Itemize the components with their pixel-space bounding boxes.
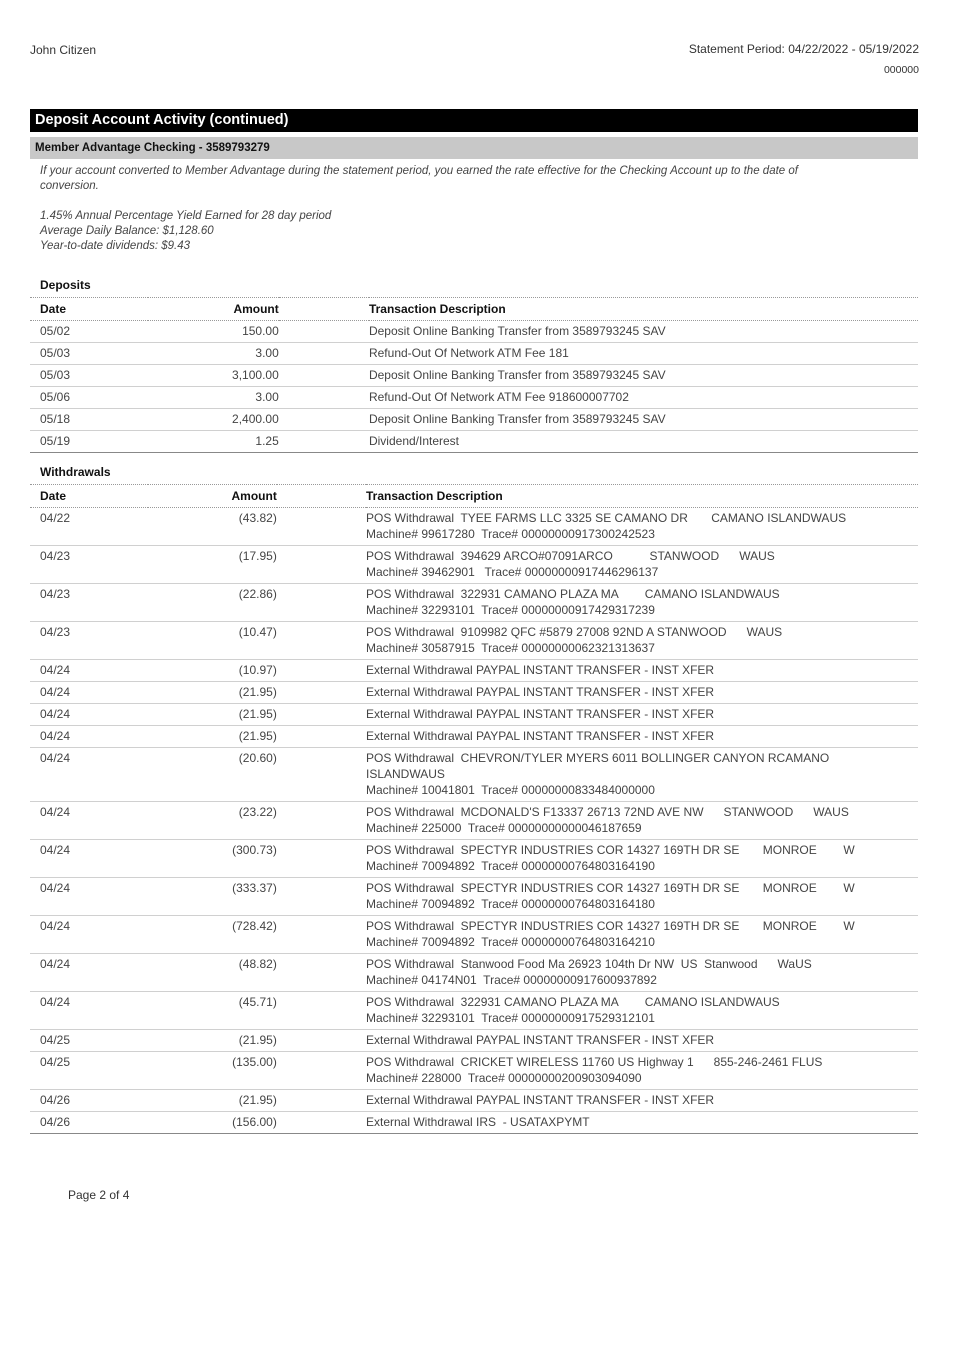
row-description bbox=[366, 992, 918, 1030]
table-row bbox=[30, 1030, 918, 1052]
row-amount: 3.00 bbox=[148, 343, 278, 365]
table-row bbox=[30, 1112, 918, 1134]
table-row bbox=[30, 1052, 918, 1090]
row-amount: (135.00) bbox=[148, 1052, 277, 1090]
row-description bbox=[366, 1112, 918, 1134]
description-line: Machine# 225000 Trace# 00000000000046187659 bbox=[365, 821, 642, 835]
row-amount: (22.86) bbox=[148, 584, 277, 622]
table-row bbox=[30, 365, 918, 387]
row-date: 04/24 bbox=[30, 916, 148, 954]
row-date: 04/23 bbox=[30, 622, 148, 660]
row-date: 05/18 bbox=[30, 409, 148, 431]
row-date: 04/24 bbox=[30, 878, 148, 916]
description-line: POS Withdrawal TYEE FARMS LLC 3325 SE CAMANO DR CAMANO ISLANDWAUS bbox=[365, 511, 847, 525]
table-row bbox=[30, 748, 918, 802]
description-line: POS Withdrawal MCDONALD'S F13337 26713 72ND AVE NW STANWOOD WAUS bbox=[365, 805, 849, 819]
row-date: 04/23 bbox=[30, 584, 148, 622]
row-description bbox=[366, 508, 918, 546]
withdrawals-table bbox=[30, 484, 918, 1134]
row-amount: (43.82) bbox=[148, 508, 277, 546]
deposits-title: Deposits bbox=[40, 278, 91, 292]
row-amount: (48.82) bbox=[148, 954, 277, 992]
row-amount: (45.71) bbox=[148, 992, 277, 1030]
description-line: POS Withdrawal 322931 CAMANO PLAZA MA CAMANO ISLANDWAUS bbox=[365, 587, 780, 601]
row-date: 04/24 bbox=[30, 704, 148, 726]
row-date: 05/06 bbox=[30, 387, 148, 409]
row-date: 04/24 bbox=[30, 802, 148, 840]
row-amount: 3,100.00 bbox=[148, 365, 278, 387]
description-line: Machine# 04174N01 Trace# 00000000917600937892 bbox=[365, 973, 657, 987]
table-row bbox=[30, 916, 918, 954]
deposits-description-header: Transaction Description bbox=[369, 298, 918, 321]
description-line: Dividend/Interest bbox=[368, 434, 460, 448]
table-row bbox=[30, 343, 918, 365]
table-row bbox=[30, 726, 918, 748]
row-amount: (300.73) bbox=[148, 840, 277, 878]
row-amount: 3.00 bbox=[148, 387, 278, 409]
row-date: 04/25 bbox=[30, 1030, 148, 1052]
withdrawals-title: Withdrawals bbox=[40, 465, 111, 479]
row-amount: (21.95) bbox=[148, 1030, 277, 1052]
table-row bbox=[30, 387, 918, 409]
row-date: 04/26 bbox=[30, 1090, 148, 1112]
description-line: External Withdrawal IRS - USATAXPYMT bbox=[365, 1115, 590, 1129]
row-description bbox=[366, 584, 918, 622]
row-description bbox=[366, 660, 918, 682]
row-amount: 150.00 bbox=[148, 321, 278, 343]
withdrawals-header-row bbox=[30, 485, 918, 508]
row-amount: (728.42) bbox=[148, 916, 277, 954]
table-row bbox=[30, 546, 918, 584]
description-line: Machine# 99617280 Trace# 0000000091730024252​3 bbox=[365, 527, 655, 541]
table-row bbox=[30, 954, 918, 992]
row-date: 04/24 bbox=[30, 660, 148, 682]
row-date: 04/23 bbox=[30, 546, 148, 584]
row-description bbox=[366, 954, 918, 992]
row-description bbox=[366, 1052, 918, 1090]
row-date: 04/24 bbox=[30, 682, 148, 704]
ytd-dividends-line: Year-to-date dividends: $9.43 bbox=[40, 240, 191, 252]
row-description bbox=[366, 682, 918, 704]
description-line: POS Withdrawal 394629 ARCO#07091ARCO STANWOOD WAUS bbox=[365, 549, 775, 563]
table-row bbox=[30, 660, 918, 682]
row-description bbox=[369, 365, 918, 387]
deposits-header-row bbox=[30, 298, 918, 321]
row-description bbox=[369, 409, 918, 431]
table-row bbox=[30, 409, 918, 431]
row-date: 05/03 bbox=[30, 343, 148, 365]
description-line: Machine# 10041801 Trace# 00000000833484000000 bbox=[365, 783, 655, 797]
row-date: 05/19 bbox=[30, 431, 148, 453]
description-line: Machine# 70094892 Trace# 00000000764803164190 bbox=[365, 859, 655, 873]
table-row bbox=[30, 622, 918, 660]
row-description bbox=[366, 878, 918, 916]
dividend-summary bbox=[40, 209, 900, 254]
row-amount: 1.25 bbox=[148, 431, 278, 453]
conversion-note-line-2: conversion. bbox=[40, 180, 99, 192]
account-title-bar: Member Advantage Checking - 3589793279 bbox=[30, 137, 918, 159]
description-line: External Withdrawal PAYPAL INSTANT TRANSFER - INST XFER bbox=[365, 1093, 715, 1107]
table-row bbox=[30, 878, 918, 916]
table-row bbox=[30, 802, 918, 840]
row-amount: (21.95) bbox=[148, 1090, 277, 1112]
row-amount: (21.95) bbox=[148, 726, 277, 748]
table-row bbox=[30, 321, 918, 343]
row-date: 05/02 bbox=[30, 321, 148, 343]
average-balance-line: Average Daily Balance: $1,128.60 bbox=[40, 225, 214, 237]
row-amount: (21.95) bbox=[148, 682, 277, 704]
apy-line: 1.45% Annual Percentage Yield Earned for 28 day period bbox=[40, 210, 332, 222]
description-line: Machine# 228000 Trace# 00000000200903094090 bbox=[365, 1071, 642, 1085]
conversion-note-line-1: If your account converted to Member Advantage during the statement period, you earned the rate effective for the Checking Account up to the date of bbox=[40, 165, 798, 177]
description-line: Deposit Online Banking Transfer from 3589793245 SAV bbox=[368, 324, 666, 338]
description-line: Refund-Out Of Network ATM Fee 918600007702 bbox=[368, 390, 629, 404]
row-description bbox=[366, 1090, 918, 1112]
row-description bbox=[366, 840, 918, 878]
withdrawals-date-header: Date bbox=[30, 485, 148, 508]
withdrawals-description-header: Transaction Description bbox=[366, 485, 918, 508]
description-line: POS Withdrawal 9109982 QFC #5879 27008 92ND A STANWOOD WAUS bbox=[365, 625, 783, 639]
row-description bbox=[366, 622, 918, 660]
description-line: Deposit Online Banking Transfer from 3589793245 SAV bbox=[368, 368, 666, 382]
row-amount: 2,400.00 bbox=[148, 409, 278, 431]
row-description bbox=[366, 916, 918, 954]
description-line: Machine# 32293101 Trace# 00000000917529312101 bbox=[365, 1011, 655, 1025]
deposits-date-header: Date bbox=[30, 298, 148, 321]
deposits-amount-header: Amount bbox=[148, 298, 278, 321]
table-row bbox=[30, 431, 918, 453]
table-row bbox=[30, 992, 918, 1030]
description-line: External Withdrawal PAYPAL INSTANT TRANSFER - INST XFER bbox=[365, 707, 715, 721]
row-date: 04/25 bbox=[30, 1052, 148, 1090]
row-date: 04/24 bbox=[30, 954, 148, 992]
account-holder-name: John Citizen bbox=[30, 43, 97, 57]
description-line: Deposit Online Banking Transfer from 3589793245 SAV bbox=[368, 412, 666, 426]
page-number: Page 2 of 4 bbox=[68, 1188, 130, 1202]
deposits-rows bbox=[30, 321, 918, 453]
row-description bbox=[369, 321, 918, 343]
row-amount: (20.60) bbox=[148, 748, 277, 802]
row-description bbox=[366, 748, 918, 802]
description-line: POS Withdrawal Stanwood Food Ma 26923 104th Dr NW US Stanwood WaUS bbox=[365, 957, 812, 971]
description-line: Refund-Out Of Network ATM Fee 181 bbox=[368, 346, 569, 360]
row-description bbox=[366, 546, 918, 584]
row-amount: (10.97) bbox=[148, 660, 277, 682]
row-amount: (17.95) bbox=[148, 546, 277, 584]
row-amount: (10.47) bbox=[148, 622, 277, 660]
row-date: 04/24 bbox=[30, 726, 148, 748]
row-description bbox=[369, 387, 918, 409]
description-line: External Withdrawal PAYPAL INSTANT TRANSFER - INST XFER bbox=[365, 729, 715, 743]
statement-period: Statement Period: 04/22/2022 - 05/19/2022 bbox=[688, 42, 919, 56]
description-line: Machine# 39462901 Trace# 00000000917446296137 bbox=[365, 565, 659, 579]
row-description bbox=[366, 802, 918, 840]
description-line: POS Withdrawal CRICKET WIRELESS 11760 US Highway 1 855-246-2461 FLUS bbox=[365, 1055, 823, 1069]
description-line: Machine# 30587915 Trace# 00000000062321313637 bbox=[365, 641, 655, 655]
row-date: 04/22 bbox=[30, 508, 148, 546]
row-description bbox=[366, 704, 918, 726]
withdrawals-rows bbox=[30, 508, 918, 1134]
description-line: External Withdrawal PAYPAL INSTANT TRANSFER - INST XFER bbox=[365, 1033, 715, 1047]
description-line: External Withdrawal PAYPAL INSTANT TRANSFER - INST XFER bbox=[365, 663, 715, 677]
description-line: POS Withdrawal 322931 CAMANO PLAZA MA CAMANO ISLANDWAUS bbox=[365, 995, 780, 1009]
table-row bbox=[30, 1090, 918, 1112]
section-title-bar: Deposit Account Activity (continued) bbox=[30, 109, 918, 132]
withdrawals-amount-header: Amount bbox=[148, 485, 277, 508]
table-row bbox=[30, 682, 918, 704]
row-amount: (156.00) bbox=[148, 1112, 277, 1134]
table-row bbox=[30, 584, 918, 622]
description-line: ISLANDWAUS bbox=[365, 767, 445, 781]
table-row bbox=[30, 508, 918, 546]
row-date: 05/03 bbox=[30, 365, 148, 387]
conversion-note bbox=[40, 164, 900, 194]
row-amount: (23.22) bbox=[148, 802, 277, 840]
row-description bbox=[366, 1030, 918, 1052]
row-amount: (21.95) bbox=[148, 704, 277, 726]
row-date: 04/24 bbox=[30, 840, 148, 878]
table-row bbox=[30, 704, 918, 726]
statement-number: 000000 bbox=[883, 64, 919, 76]
description-line: Machine# 70094892 Trace# 00000000764803164180 bbox=[365, 897, 655, 911]
description-line: POS Withdrawal CHEVRON/TYLER MYERS 6011 BOLLINGER CANYON RCAMANO bbox=[365, 751, 830, 765]
row-description bbox=[369, 431, 918, 453]
table-row bbox=[30, 840, 918, 878]
description-line: Machine# 70094892 Trace# 00000000764803164210 bbox=[365, 935, 655, 949]
description-line: External Withdrawal PAYPAL INSTANT TRANSFER - INST XFER bbox=[365, 685, 715, 699]
row-date: 04/24 bbox=[30, 992, 148, 1030]
row-description bbox=[366, 726, 918, 748]
description-line: Machine# 32293101 Trace# 00000000917429317239 bbox=[365, 603, 655, 617]
row-date: 04/26 bbox=[30, 1112, 148, 1134]
description-line: POS Withdrawal SPECTYR INDUSTRIES COR 14327 169TH DR SE MONROE W bbox=[365, 843, 855, 857]
description-line: POS Withdrawal SPECTYR INDUSTRIES COR 14327 169TH DR SE MONROE W bbox=[365, 919, 855, 933]
description-line: POS Withdrawal SPECTYR INDUSTRIES COR 14327 169TH DR SE MONROE W bbox=[365, 881, 855, 895]
row-date: 04/24 bbox=[30, 748, 148, 802]
row-description bbox=[369, 343, 918, 365]
row-amount: (333.37) bbox=[148, 878, 277, 916]
deposits-table bbox=[30, 297, 918, 453]
